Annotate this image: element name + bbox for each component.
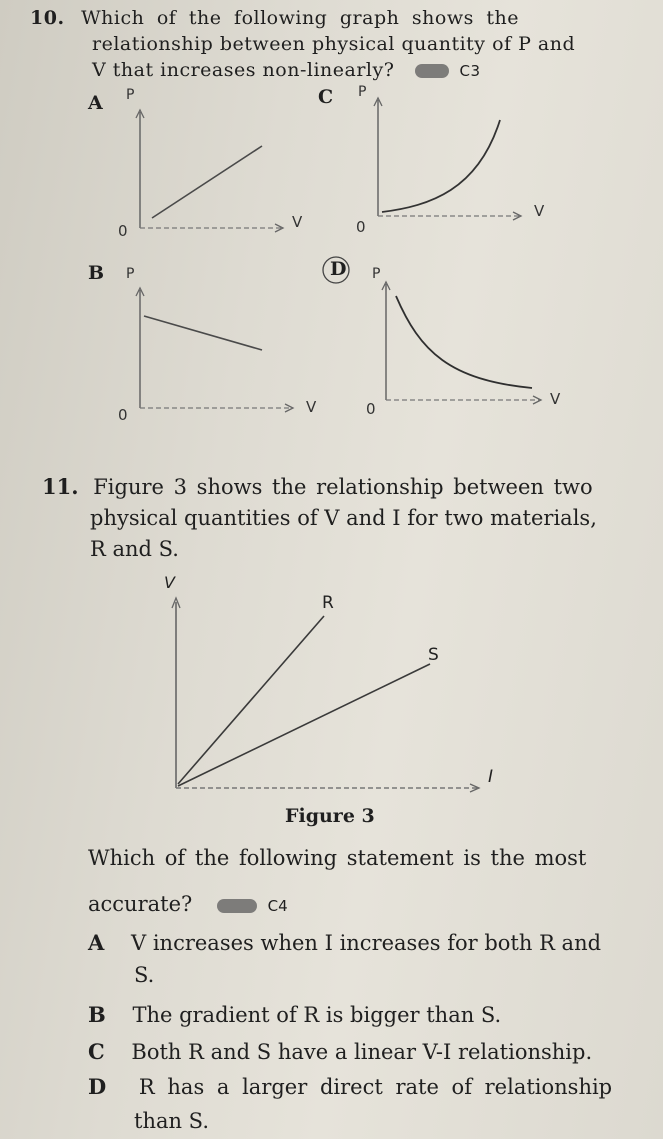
graph-a-line <box>152 146 262 218</box>
q11-number: 11. <box>42 474 79 499</box>
q10-text-3: V that increases non-linearly? <box>92 59 395 81</box>
graph-b-line <box>144 316 262 350</box>
q10-option-b-label: B <box>88 262 105 284</box>
graph-a-y-label: P <box>126 87 135 103</box>
option-d-text-2: than S. <box>134 1109 209 1133</box>
q10-text-1: Which of the following graph shows the <box>81 7 519 29</box>
option-b-letter: B <box>88 1002 106 1027</box>
graph-c <box>356 84 545 236</box>
q11-line3: R and S. <box>90 537 179 561</box>
q10-graphs <box>0 0 663 440</box>
graph-b-y-label: P <box>126 266 135 282</box>
q11-text-1: Figure 3 shows the relationship between two <box>93 475 593 499</box>
figure-3 <box>0 560 663 840</box>
option-b-text: The gradient of R is bigger than S. <box>132 1003 502 1027</box>
option-a-text: V increases when I increases for both R and <box>130 931 602 955</box>
graph-a-x-label: V <box>292 213 303 231</box>
option-a-text-2: S. <box>134 963 155 987</box>
graph-d-y-label: P <box>372 266 381 282</box>
graph-c-curve <box>382 120 500 212</box>
q10-option-c-label: C <box>318 86 334 108</box>
q11-option-a <box>88 928 601 958</box>
q10-mark: C3 <box>459 62 481 80</box>
q11-question-text-2: accurate? <box>88 892 193 916</box>
q11-line1 <box>42 472 593 502</box>
graph-a <box>118 87 303 240</box>
graph-b-origin: 0 <box>118 406 128 424</box>
graph-b <box>118 266 317 424</box>
option-d-text: R has a larger direct rate of relationship <box>138 1075 613 1099</box>
q11-question-line1: Which of the following statement is the most <box>88 846 587 870</box>
fig3-r-label: R <box>322 593 334 613</box>
graph-c-origin: 0 <box>356 218 366 236</box>
option-d-letter: D <box>88 1074 107 1099</box>
q10-option-a-label: A <box>88 92 103 114</box>
q11-mark: C4 <box>267 897 288 915</box>
option-c-text: Both R and S have a linear V-I relationship. <box>131 1040 593 1064</box>
fig3-x-label: I <box>488 767 494 787</box>
graph-a-origin: 0 <box>118 222 128 240</box>
fig3-s-label: S <box>428 645 439 665</box>
highlighter-smudge-2 <box>217 899 257 913</box>
option-a-letter: A <box>88 930 105 955</box>
graph-c-x-label: V <box>534 202 545 220</box>
q11-option-b <box>88 1000 501 1030</box>
q10-line2: relationship between physical quantity of P and <box>92 33 576 55</box>
graph-c-y-label: P <box>358 84 367 100</box>
q10-number: 10. <box>30 7 65 29</box>
graph-b-x-label: V <box>306 398 317 416</box>
option-c-letter: C <box>88 1039 105 1064</box>
q11-line2: physical quantities of V and I for two materials, <box>90 506 597 530</box>
graph-d <box>323 257 561 418</box>
graph-d-origin: 0 <box>366 400 376 418</box>
fig3-y-label: V <box>164 573 175 592</box>
fig3-line-r <box>178 616 324 784</box>
fig3-line-s <box>178 664 430 786</box>
graph-d-curve <box>396 296 532 388</box>
figure-3-caption: Figure 3 <box>285 805 375 827</box>
q11-option-d <box>88 1072 612 1102</box>
q11-question-line2 <box>88 889 288 921</box>
q11-option-c <box>88 1037 592 1067</box>
graph-d-x-label: V <box>550 390 561 408</box>
answer-circle <box>323 257 349 283</box>
q10-option-d-label: D <box>330 258 347 280</box>
